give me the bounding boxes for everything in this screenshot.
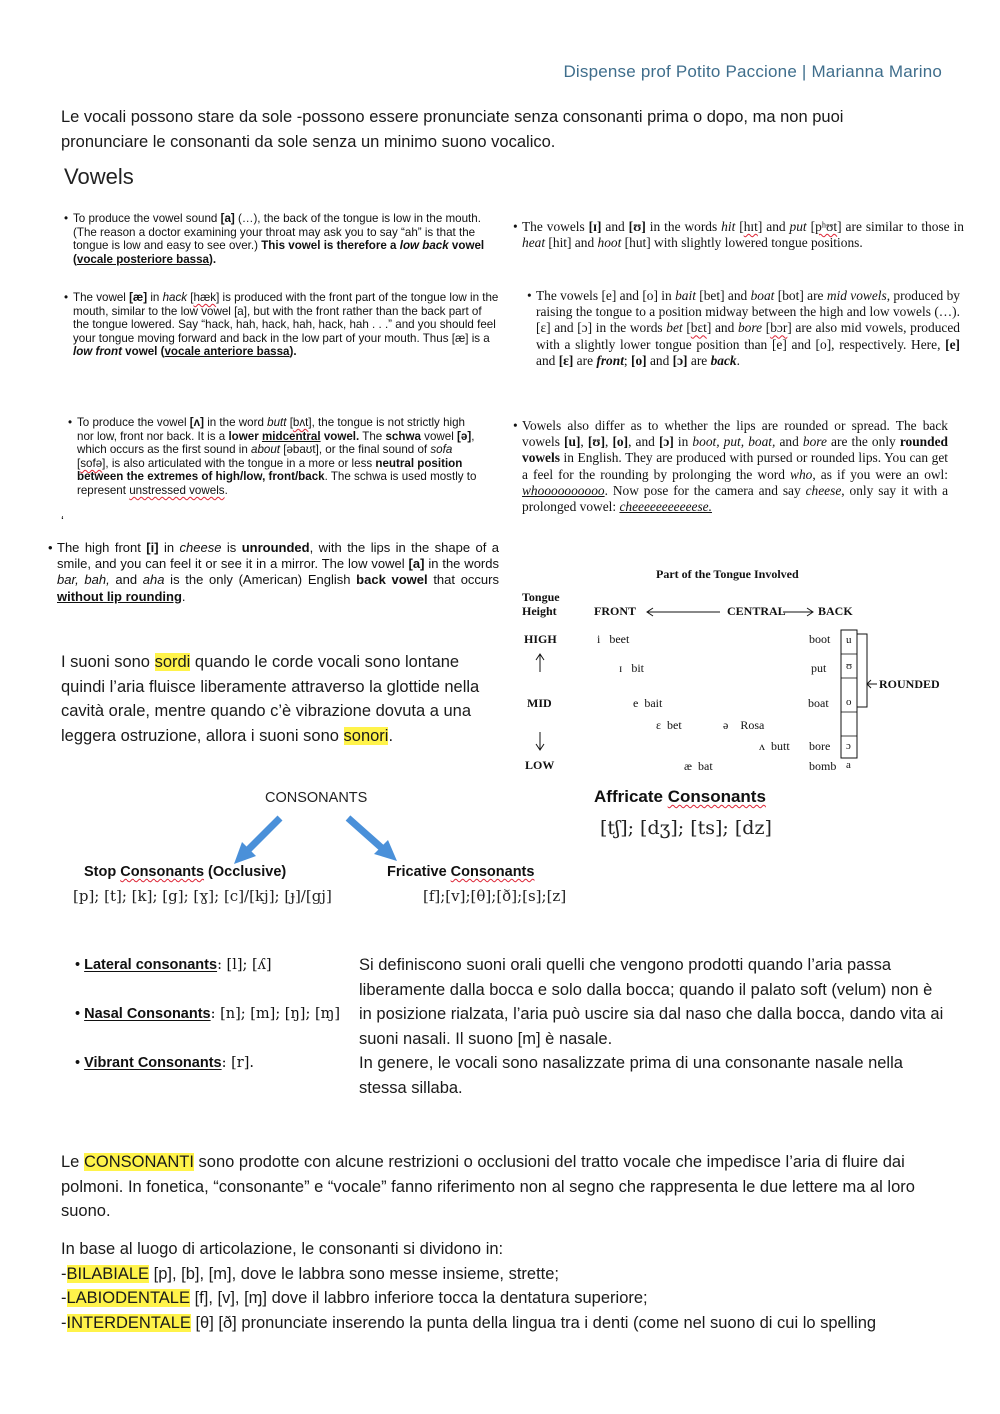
lateral-consonants-item: • Lateral consonants: [l]; [ʎ]: [75, 957, 272, 973]
intro-paragraph: Le vocali possono stare da sole -possono essere pronunciate senza consonanti prima o dopo, ma non puoi pronunciare le consonanti da sole senza un minimo suono vocalico.: [61, 108, 844, 151]
affricate-consonants-label: Affricate Consonants: [594, 787, 766, 806]
note-midcentral-vowel: • To produce the vowel [ʌ] in the word butt [bʌt], the tongue is not strictly high nor low, front nor back. It is a lower midcentral vowel. The schwa vowel [ə], which occurs as the first sound in about [əbaʊt], or the final sound of sofa [sofə], is also articulated with the tongue in a more or less neutral position between the extremes of high/low, front/back. The schwa is used mostly to represent unstressed vowels.: [68, 416, 477, 497]
interdentale-item: -INTERDENTALE [θ] [ð] pronunciate inserendo la punta della lingua tra i denti (come nel suono di cui lo spelling: [61, 1313, 877, 1332]
consonant-arrows: [220, 812, 410, 872]
articulation-place-list: In base al luogo di articolazione, le consonanti si dividono in: -BILABIALE [p], [b], [m], dove le labbra sono messe insieme, strette; -LABIODENTALE [f], [v], [ɱ] dove il labbro inferiore tocca la dentatura superiore; -INTERDENTALE [θ] [ð] pronunciate inserendo la punta della lingua tra i denti (come nel suono di cui lo spelling: [61, 1237, 961, 1335]
tongue-position-chart: Part of the Tongue Involved Tongue Height FRONT CENTRAL BACK ROUNDED HIGH MID LOW i beet ɪ bit e bait ɛ bet ə Rosa ʌ butt æ bat boot u put ʊ boat o bore ɔ bomb a: [515, 562, 965, 777]
note-low-front-vowel: • The vowel [æ] in hack [hæk] is produced with the front part of the tongue low in the mouth, similar to the low vowel [a], but with the front rather than the back part of the tongue lowered. Say “hack, hah, hack, hah, hack, hah . . .” and you should feel your tongue moving forward and back in the low part of your mouth. Thus [æ] is a low front vowel (vocale anteriore bassa).: [64, 291, 499, 359]
fricative-consonants-ipa: [f];[v];[θ];[ð];[s];[z]: [423, 887, 567, 905]
nasal-consonants-item: • Nasal Consonants: [n]; [m]; [ŋ]; [ɱ]: [75, 1006, 341, 1022]
chart-lines: [515, 562, 965, 777]
col-central: CENTRAL: [727, 604, 786, 618]
note-low-back-vowel: • To produce the vowel sound [a] (…), the back of the tongue is low in the mouth. (The reason a doctor examining your throat may ask you to say “ah” is that the tongue is low and easy to see over.) This vowel is therefore a low back vowel (vocale posteriore bassa).: [64, 212, 485, 266]
stop-consonants-label: Stop Consonants (Occlusive): [84, 864, 287, 880]
vowels-title: Vowels: [64, 164, 134, 189]
row-mid: MID: [527, 696, 552, 710]
consonanti-paragraph: Le CONSONANTI sono prodotte con alcune restrizioni o occlusioni del tratto vocale che impedisce l’aria di fluire dai polmoni. In fonetica, “consonante” e “vocale” fanno riferimento non al segno che rappresenta le due lettere ma al loro suono.: [61, 1153, 915, 1220]
labiodentale-item: -LABIODENTALE [f], [v], [ɱ] dove il labbro inferiore tocca la dentatura superiore;: [61, 1289, 648, 1307]
consonants-title: CONSONANTS: [265, 790, 368, 806]
height-label-2: Height: [522, 604, 557, 618]
oral-sounds-paragraph: Si definiscono suoni orali quelli che vengono prodotti quando l’aria passa liberamente dalla bocca e solo dalla bocca; quando il palato soft (velum) non è in posizione rialzata, l’aria può uscire sia dal naso che dalla bocca, dando vita ai suoni nasali. Il suono [m] è nasale. In genere, le vocali sono nasalizzate prima di una consonante nasale nella stessa sillaba.: [359, 956, 944, 1097]
note-rounded-vowels: • Vowels also differ as to whether the lips are rounded or spread. The back vowels [u], [ʊ], [o], and [ɔ] in boot, put, boat, and bore are the only rounded vowels in English. They are produced with pursed or rounded lips. You can get a feel for the rounding by prolonging the word who, as if you were an owl: whoooooooooo. Now pose for the camera and say cheese, only say it with a prolonged vowel: cheeeeeeeeeeese.: [513, 418, 949, 515]
height-label-1: Tongue: [522, 590, 560, 604]
sordi-sonori-paragraph: I suoni sono sordi quando le corde vocali sono lontane quindi l’aria fluisce liberamente attraverso la glottide nella cavità orale, mentre quando c’è vibrazione dovuta a una leggera ostruzione, allora i suoni sono sonori.: [61, 653, 480, 745]
affricate-consonants-ipa: [tʃ]; [dʒ]; [ts]; [dz]: [600, 817, 772, 839]
bilabiale-item: -BILABIALE [p], [b], [m], dove le labbra sono messe insieme, strette;: [61, 1264, 560, 1283]
row-high: HIGH: [524, 632, 557, 646]
stop-consonants-ipa: [p]; [t]; [k]; [g]; [ɣ]; [c]/[kj]; [ɟ]/[gj]: [73, 887, 332, 905]
row-low: LOW: [525, 758, 555, 772]
col-front: FRONT: [594, 604, 636, 618]
page-header: Dispense prof Potito Paccione | Marianna Marino: [563, 62, 942, 81]
note-mid-vowels: • The vowels [e] and [o] in bait [bet] and boat [bot] are mid vowels, produced by raising the tongue to a position midway between the high and low vowels (…). [ɛ] and [ɔ] in the words bet [bɛt] and bore [bɔr] are also mid vowels, produced with a slightly lower tongue position than [e] and [o], respectively. Here, [e] and [ɛ] are front; [o] and [ɔ] are back.: [527, 288, 960, 368]
note-lax-high-vowels: • The vowels [ɪ] and [ʊ] in the words hit [hɪt] and put [pʰʊt] are similar to those in heat [hit] and hoot [hut] with slightly lowered tongue positions.: [513, 219, 964, 251]
note-high-front-unrounded: • The high front [i] in cheese is unrounded, with the lips in the shape of a smile, and you can feel it or see it in a mirror. The low vowel [a] in the words bar, bah, and aha is the only (American) English back vowel that occurs without lip rounding.: [48, 540, 500, 604]
fricative-consonants-label: Fricative Consonants: [387, 864, 535, 880]
chart-title: Part of the Tongue Involved: [656, 567, 799, 581]
vibrant-consonants-item: • Vibrant Consonants: [r].: [75, 1055, 254, 1071]
rounded-label: ROUNDED: [879, 677, 940, 691]
stray-mark: ‘: [61, 513, 64, 528]
col-back: BACK: [818, 604, 853, 618]
